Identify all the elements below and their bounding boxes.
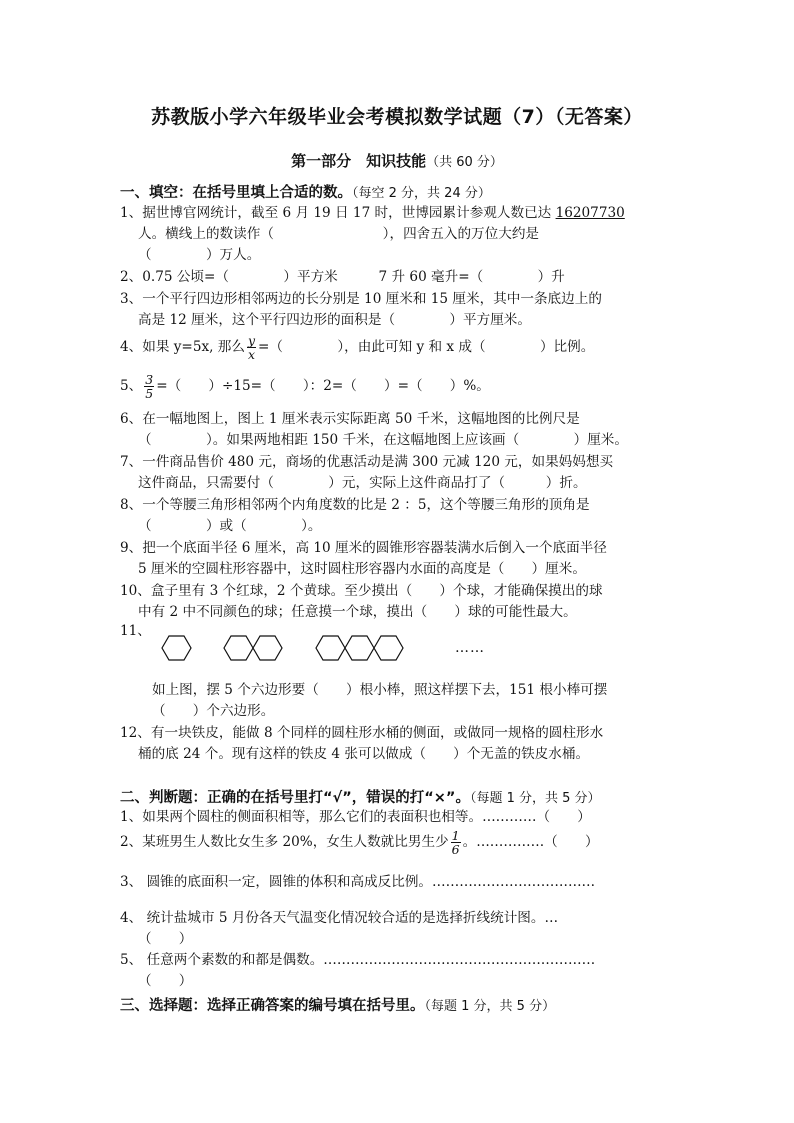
- q1-line2: 人。横线上的数读作（ ），四舍五入的万位大约是: [138, 226, 540, 242]
- j4-line1: 4、 统计盐城市 5 月份各天气温变化情况较合适的是选择折线统计图。…: [120, 910, 559, 926]
- q1-line3: （ ）万人。: [138, 247, 261, 263]
- j2-line: [120, 828, 599, 856]
- q11-line1: 如上图，摆 5 个六边形要（ ）根小棒，照这样摆下去，151 根小棒可摆: [152, 682, 608, 698]
- section-1-heading: [120, 181, 491, 202]
- q6-line1: 6、在一幅地图上，图上 1 厘米表示实际距离 50 千米，这幅地图的比例尺是: [120, 411, 580, 427]
- j2-text-a: 2、某班男生人数比女生多 20%，女生人数就比男生少: [120, 834, 449, 850]
- q4-line: [120, 333, 594, 361]
- q10-line1: 10、盒子里有 3 个红球，2 个黄球。至少摸出（ ）个球，才能确保摸出的球: [120, 583, 603, 599]
- q8-line1: 8、一个等腰三角形相邻两个内角度数的比是 2 ：5，这个等腰三角形的顶角是: [120, 497, 590, 513]
- section-1-title: 一、填空：在括号里填上合适的数。: [120, 185, 352, 201]
- hexagon-2b: [253, 636, 282, 660]
- hexagon-3b: [345, 636, 374, 660]
- q5-fraction-num: 3: [145, 372, 154, 387]
- q5-fraction-den: 5: [145, 386, 154, 401]
- section-3-title: 三、选择题：选择正确答案的编号填在括号里。: [120, 998, 425, 1014]
- q8-line2: （ ）或（ ）。: [138, 518, 322, 534]
- part-note: （共 60 分）: [426, 155, 503, 170]
- section-1-note: （每空 2 分，共 24 分）: [352, 186, 491, 201]
- j2-text-b: 。……………（ ）: [462, 834, 599, 850]
- section-2-heading: [120, 786, 601, 807]
- j5-line2: （ ）: [138, 973, 193, 989]
- q3-line2: 高是 12 厘米，这个平行四边形的面积是（ ）平方厘米。: [138, 312, 531, 328]
- q4-text-a: 4、如果 y=5x, 那么: [120, 339, 245, 355]
- q5-text-a: 5、: [120, 378, 143, 394]
- j3-line: 3、 圆锥的底面积一定，圆锥的体积和高成反比例。………………………………: [120, 874, 596, 890]
- q3-line1: 3、一个平行四边形相邻两边的长分别是 10 厘米和 15 厘米，其中一条底边上的: [120, 291, 602, 307]
- q4-fraction-num: y: [247, 333, 256, 348]
- page-title: 苏教版小学六年级毕业会考模拟数学试题（7）（无答案）: [151, 106, 643, 128]
- q4-text-b: =（ ），由此可知 y 和 x 成（ ）比例。: [258, 339, 595, 355]
- j2-fraction-num: 1: [451, 828, 460, 843]
- j1-line: 1、如果两个圆柱的侧面积相等，那么它们的表面积也相等。…………（ ）: [120, 809, 591, 825]
- q7-line2: 这件商品，只需要付（ ）元，实际上这件商品打了（ ）折。: [138, 475, 587, 491]
- q5-line: [120, 372, 490, 400]
- section-3-heading: [120, 994, 555, 1015]
- q11-line2: （ ）个六边形。: [152, 703, 275, 719]
- part-main: 第一部分 知识技能: [291, 152, 427, 170]
- q12-line2: 桶的底 24 个。现有这样的铁皮 4 张可以做成（ ）个无盖的铁皮水桶。: [138, 746, 590, 762]
- hexagon-pattern-figure: [150, 622, 420, 670]
- q1-text-a: 1、据世博官网统计，截至 6 月 19 日 17 时，世博园累计参观人数已达: [120, 205, 556, 221]
- j4-line2: （ ）: [138, 931, 193, 947]
- section-2-title: 二、判断题：正确的在括号里打“√”，错误的打“×”。: [120, 790, 470, 806]
- hexagon-3a: [316, 636, 345, 660]
- q10-line2: 中有 2 中不同颜色的球；任意摸一个球，摸出（ ）球的可能性最大。: [138, 604, 577, 620]
- q5-fraction: [144, 373, 154, 400]
- q7-line1: 7、一件商品售价 480 元，商场的优惠活动是满 300 元减 120 元，如果妈妈想买: [120, 454, 614, 470]
- hexagon-2a: [224, 636, 253, 660]
- part-heading: [0, 150, 794, 171]
- q11-number: 11、: [120, 623, 151, 639]
- q1-visitor-number: 16207730: [555, 205, 625, 221]
- continuation-dots: ……: [455, 640, 485, 656]
- j2-fraction-den: 6: [451, 842, 460, 857]
- q2-line: 2、0.75 公顷=（ ）平方米 7 升 60 毫升=（ ）升: [120, 269, 565, 285]
- q9-line2: 5 厘米的空圆柱形容器中，这时圆柱形容器内水面的高度是（ ）厘米。: [138, 561, 586, 577]
- section-2-note: （每题 1 分，共 5 分）: [469, 791, 601, 806]
- j5-line1: 5、 任意两个素数的和都是偶数。……………………………………………………: [120, 952, 596, 968]
- q12-line1: 12、有一块铁皮，能做 8 个同样的圆柱形水桶的侧面，或做同一规格的圆柱形水: [120, 725, 604, 741]
- q5-text-b: =（ ）÷15=（ ）：2=（ ）=（ ）%。: [156, 378, 490, 394]
- q4-fraction-den: x: [247, 347, 256, 362]
- hexagon-3c: [374, 636, 403, 660]
- hexagon-1: [162, 636, 191, 660]
- q1-line1: [120, 204, 625, 222]
- q6-line2: （ ）。如果两地相距 150 千米，在这幅地图上应该画（ ）厘米。: [138, 432, 628, 448]
- j2-fraction: [451, 829, 461, 856]
- q9-line1: 9、把一个底面半径 6 厘米，高 10 厘米的圆锥形容器装满水后倒入一个底面半径: [120, 540, 607, 556]
- q4-fraction: [247, 334, 256, 361]
- section-3-note: （每题 1 分，共 5 分）: [424, 999, 556, 1014]
